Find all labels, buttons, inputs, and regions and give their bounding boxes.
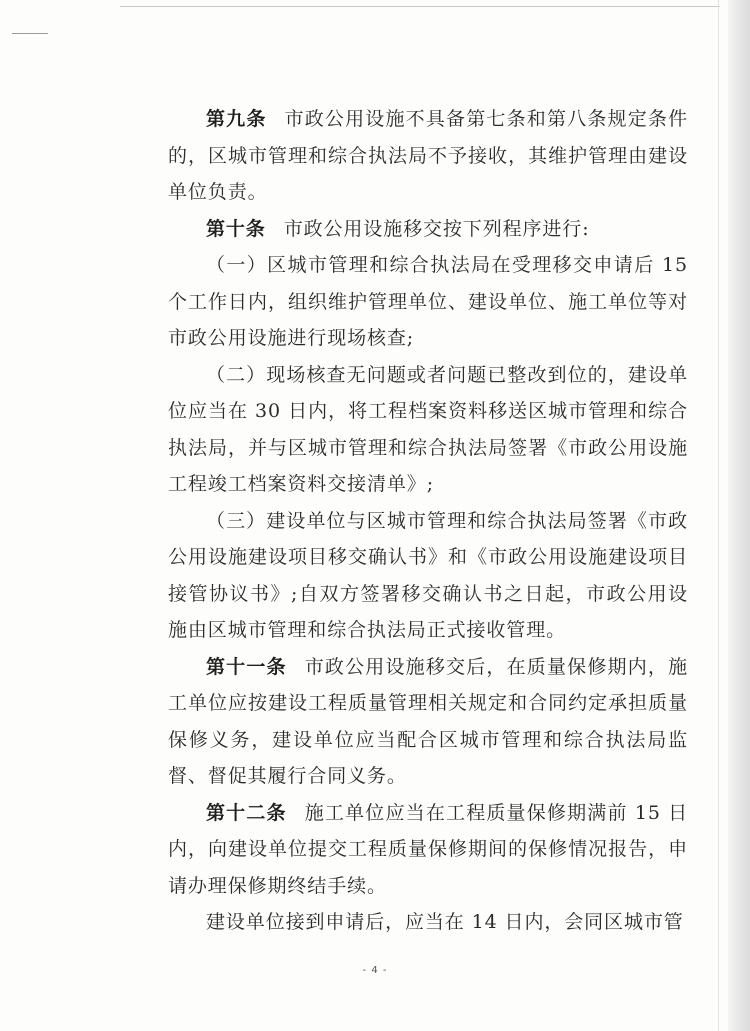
scan-mark-right-line — [718, 0, 719, 1031]
paragraph-text: （二）现场核查无问题或者问题已整改到位的，建设单位应当在 30 日内，将工程档案资料移送区城市管理和综合执法局，并与区城市管理和综合执法局签署《市政公用设施工程竣工档案资料交接清单》; — [168, 363, 688, 495]
paragraph-text: 建设单位接到申请后，应当在 14 日内，会同区城市管 — [206, 911, 684, 933]
paragraph-text: 市政公用设施不具备第七条和第八条规定条件的，区城市管理和综合执法局不予接收，其维护管理由建设单位负责。 — [168, 108, 688, 203]
paragraph-article-9 — [168, 101, 688, 211]
paragraph-article-11 — [168, 649, 688, 795]
paragraph-continuation — [168, 904, 688, 941]
paragraph-text: （一）区城市管理和综合执法局在受理移交申请后 15 个工作日内，组织维护管理单位、建设单位、施工单位等对市政公用设施进行现场核查; — [168, 254, 688, 349]
paragraph-procedure-1 — [168, 247, 688, 357]
article-heading: 第九条 — [206, 108, 267, 130]
paragraph-text: 施工单位应当在工程质量保修期满前 15 日内，向建设单位提交工程质量保修期间的保修情况报告，申请办理保修期终结手续。 — [168, 801, 688, 897]
article-heading: 第十一条 — [206, 655, 287, 678]
page-number: - 4 - — [362, 965, 388, 976]
document-body — [168, 101, 688, 941]
paragraph-text: 市政公用设施移交按下列程序进行: — [283, 217, 590, 240]
paragraph-procedure-3 — [168, 503, 688, 649]
paragraph-text: （三）建设单位与区城市管理和综合执法局签署《市政公用设施建设项目移交确认书》和《市政公用设施建设项目接管协议书》;自双方签署移交确认书之日起，市政公用设施由区城市管理和综合执法局正式接收管理。 — [168, 509, 688, 641]
paragraph-article-10 — [168, 211, 688, 248]
paragraph-procedure-2 — [168, 357, 688, 503]
scan-page-edge-shadow — [728, 0, 750, 1031]
article-heading: 第十条 — [206, 217, 266, 240]
paragraph-text: 市政公用设施移交后，在质量保修期内，施工单位应按建设工程质量管理相关规定和合同约定承担质量保修义务，建设单位应当配合区城市管理和综合执法局监督、督促其履行合同义务。 — [168, 655, 688, 787]
scan-mark-top-left — [12, 33, 48, 34]
paragraph-article-12 — [168, 795, 688, 905]
scan-mark-top-rule — [120, 6, 720, 7]
article-heading: 第十二条 — [206, 801, 287, 824]
